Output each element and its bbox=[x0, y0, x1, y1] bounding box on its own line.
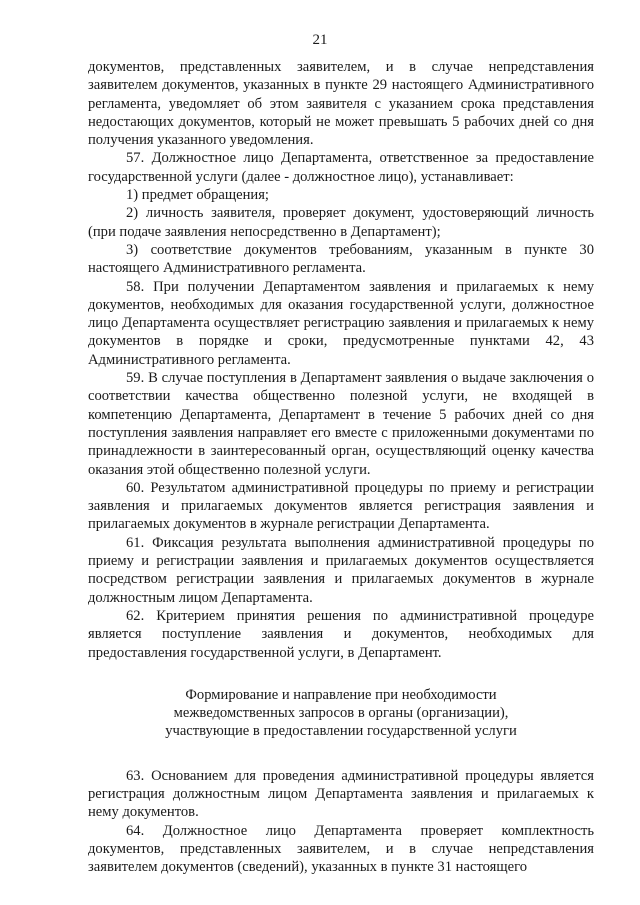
heading-line: участвующие в предоставлении государственной услуги bbox=[165, 723, 517, 740]
paragraph: 61. Фиксация результата выполнения административной процедуры по приему и регистрации заявления и прилагаемых документов осуществляется посредством регистрации заявления и прилагаемых документов в журнале должностным лицом Департамента. bbox=[88, 534, 594, 606]
paragraph: 60. Результатом административной процедуры по приему и регистрации заявления и прилагаемых документов является регистрация заявления и прилагаемых документов в журнале регистрации Департамента. bbox=[88, 479, 594, 533]
heading-line: Формирование и направление при необходимости bbox=[185, 686, 497, 703]
page-number: 21 bbox=[312, 32, 328, 48]
paragraphs-after-section bbox=[88, 767, 594, 877]
paragraph: 64. Должностное лицо Департамента проверяет комплектность документов, представленных заявителем, и в случае непредставления заявителем документов (сведений), указанных в пункте 31 настоящего bbox=[88, 822, 594, 876]
list-item: 1) предмет обращения; bbox=[126, 187, 269, 204]
heading-line: межведомственных запросов в органы (организации), bbox=[173, 705, 509, 722]
paragraph: 57. Должностное лицо Департамента, ответственное за предоставление государственной услуги (далее - должностное лицо), устанавливает: bbox=[88, 150, 594, 185]
paragraph: 59. В случае поступления в Департамент заявления о выдаче заключения о соответствии качества общественно полезной услуги, не входящей в компетенцию Департамента, Департамент в течение 5 рабочих дней со дня поступления заявления направляет его вместе с приложенными документами по принадлежности в заинтересованный орган, осуществляющий оценку качества оказания этой общественно полезной услуги. bbox=[88, 370, 594, 478]
list-item: 3) соответствие документов требованиям, указанным в пункте 30 настоящего Административного регламента. bbox=[88, 241, 594, 277]
document-body bbox=[88, 58, 594, 876]
paragraphs-before-section bbox=[88, 58, 594, 662]
paragraph: 58. При получении Департаментом заявления и прилагаемых к нему документов, необходимых для оказания государственной услуги, должностное лицо Департамента осуществляет регистрацию заявления и прилагаемых к нему документов в порядке и сроки, предусмотренные пунктами 42, 43 Административного регламента. bbox=[88, 278, 594, 368]
list-item: 2) личность заявителя, проверяет документ, удостоверяющий личность (при подаче заявления непосредственно в Департамент); bbox=[88, 205, 594, 240]
paragraph: документов, представленных заявителем, и в случае непредставления заявителем документов, указанных в пункте 29 настоящего Административного регламента, уведомляет об этом заявителя с указанием срока представления недостающих документов, который не может превышать 5 рабочих дней со дня получения указанного уведомления. bbox=[88, 59, 594, 149]
paragraph: 63. Основанием для проведения административной процедуры является регистрация должностным лицом Департамента заявления и прилагаемых к нему документов. bbox=[88, 767, 594, 821]
paragraph: 62. Критерием принятия решения по административной процедуре является поступление заявления и документов, необходимых для предоставления государственной услуги, в Департамент. bbox=[88, 607, 594, 661]
section-heading bbox=[88, 686, 594, 741]
